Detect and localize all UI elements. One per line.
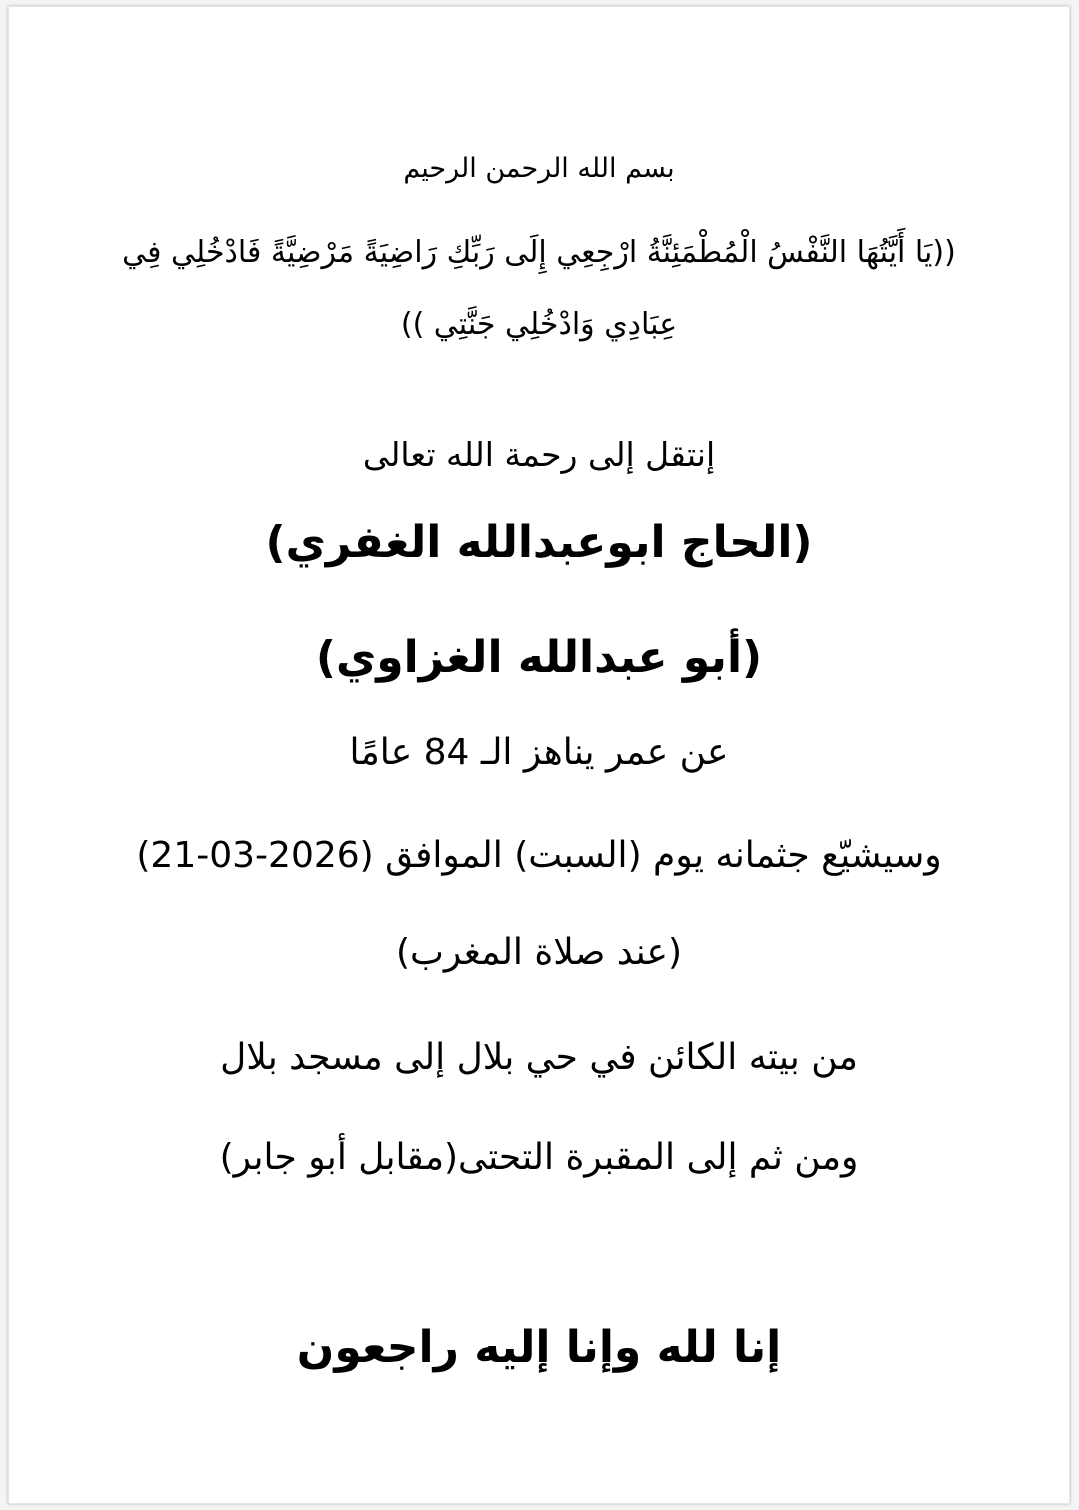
funeral-date-line: وسيشيّع جثمانه يوم (السبت) الموافق (2026-03-21): [136, 835, 942, 876]
procession-route-line-1: من بيته الكائن في حي بلال إلى مسجد بلال: [220, 1037, 858, 1078]
quran-verse-line-1: ((يَا أَيَّتُهَا النَّفْسُ الْمُطْمَئِنَّةُ ارْجِعِي إِلَى رَبِّكِ رَاضِيَةً مَرْضِيَّةً فَادْخُلِي فِي: [122, 235, 956, 270]
document-page: [8, 6, 1070, 1504]
deceased-name: (الحاج ابوعبدالله الغفري): [265, 517, 813, 568]
passing-announcement: إنتقل إلى رحمة الله تعالى: [362, 435, 716, 474]
procession-route-line-2: ومن ثم إلى المقبرة التحتى(مقابل أبو جابر): [219, 1137, 859, 1178]
age-line: عن عمر يناهز الـ 84 عامًا: [349, 732, 729, 773]
deceased-alias: (أبو عبدالله الغزاوي): [315, 632, 763, 683]
closing-phrase: إنا لله وإنا إليه راجعون: [296, 1322, 782, 1373]
basmala-heading: بسم الله الرحمن الرحيم: [403, 153, 675, 184]
quran-verse-line-2: عِبَادِي وَادْخُلِي جَنَّتِي )): [400, 307, 678, 342]
prayer-time-line: (عند صلاة المغرب): [395, 932, 683, 973]
